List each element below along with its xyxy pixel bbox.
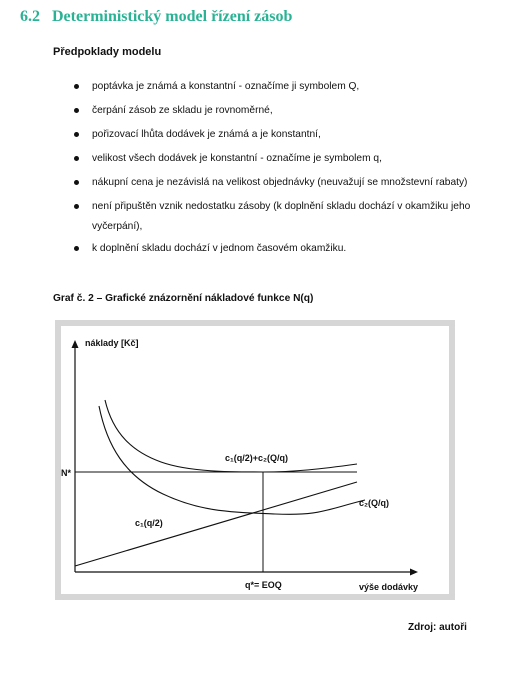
x-axis-label: výše dodávky [359, 582, 419, 592]
bullet-icon [74, 84, 79, 89]
bullet-icon [74, 108, 79, 113]
bullet-icon [74, 132, 79, 137]
list-item-text: poptávka je známá a konstantní - označíme ji symbolem Q, [92, 81, 360, 92]
series-label-holding-cost: c₁(q/2) [135, 518, 163, 528]
list-item-text: nákupní cena je nezávislá na velikost objednávky (neuvažují se množstevní rabaty) [92, 177, 468, 188]
section-number: 6.2 [20, 8, 40, 25]
x-axis-arrow-icon [410, 569, 418, 576]
series-holding-cost-line [75, 482, 357, 566]
bullet-icon [74, 180, 79, 185]
list-item [0, 77, 519, 99]
list-item [0, 149, 519, 171]
assumptions-heading: Předpoklady modelu [53, 46, 162, 58]
cost-function-graph [55, 320, 455, 600]
series-label-total-cost: c₁(q/2)+c₂(Q/q) [225, 453, 288, 463]
y-axis-label: náklady [Kč] [85, 338, 139, 348]
list-item [0, 125, 519, 147]
figure-source: Zdroj: autoři [408, 622, 467, 633]
y-axis-arrow-icon [72, 340, 79, 348]
figure-caption: Graf č. 2 – Grafické znázornění nákladové funkce N(q) [53, 293, 314, 304]
list-item [0, 239, 519, 261]
bullet-icon [74, 204, 79, 209]
list-item-text: pořizovací lhůta dodávek je známá a je konstantní, [92, 129, 321, 140]
optimum-cost-label: N* [61, 468, 72, 478]
bullet-icon [74, 246, 79, 251]
section-heading [20, 8, 292, 26]
list-item-text: k doplnění skladu dochází v jednom časovém okamžiku. [92, 243, 347, 254]
list-item [0, 173, 519, 195]
list-item-text: čerpání zásob ze skladu je rovnoměrné, [92, 105, 273, 116]
section-title: Deterministický model řízení zásob [52, 8, 293, 25]
assumptions-list [0, 77, 519, 263]
list-item-text: velikost všech dodávek je konstantní - označíme je symbolem q, [92, 153, 382, 164]
list-item [0, 101, 519, 123]
list-item [0, 197, 519, 237]
optimum-quantity-label: q*= EOQ [245, 580, 282, 590]
graph-canvas [61, 326, 449, 594]
list-item-text: není připuštěn vznik nedostatku zásoby (k doplnění skladu dochází v okamžiku jeho vyčerpání), [92, 201, 471, 232]
series-label-ordering-cost: c₂(Q/q) [359, 498, 389, 508]
bullet-icon [74, 156, 79, 161]
